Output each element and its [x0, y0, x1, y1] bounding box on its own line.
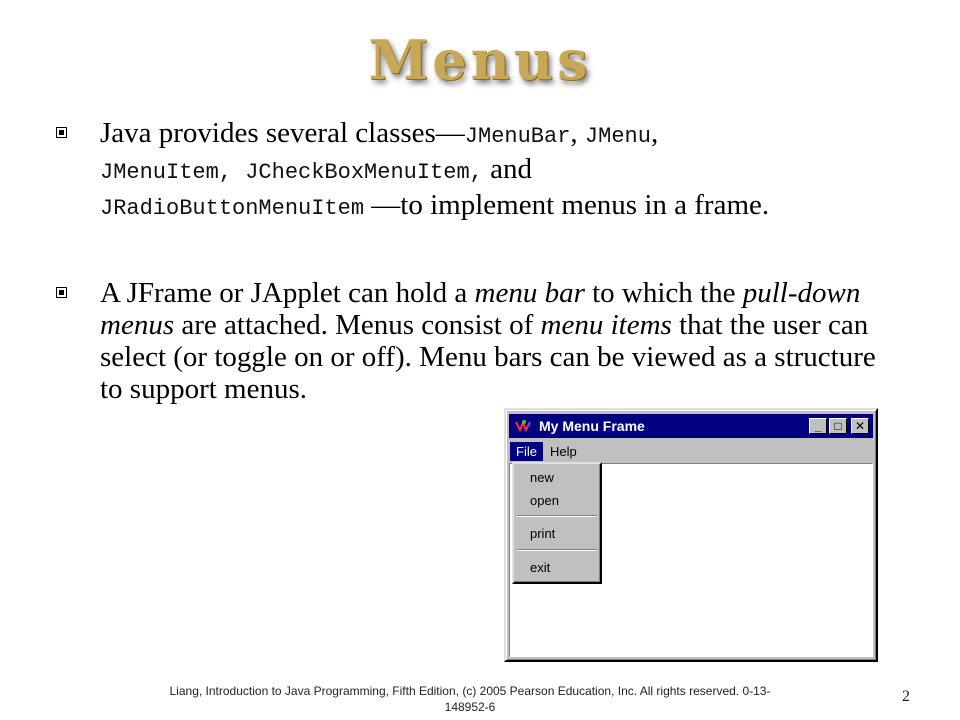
- term-menu-bar: menu bar: [474, 277, 585, 309]
- close-button[interactable]: [851, 418, 869, 434]
- page-number: 2: [902, 688, 910, 705]
- code-jmenubar: JMenuBar: [464, 124, 571, 149]
- window-title: My Menu Frame: [539, 418, 645, 434]
- menu-item-print[interactable]: print: [530, 526, 556, 541]
- menu-item-open[interactable]: open: [530, 493, 559, 508]
- term-pull-down-menus: pull-down menus: [100, 277, 861, 341]
- maximize-button[interactable]: [829, 418, 847, 434]
- menu-help[interactable]: Help: [549, 443, 577, 459]
- bullet-java-classes: [100, 117, 890, 225]
- menu-separator: [517, 549, 597, 551]
- menubar: [509, 440, 873, 462]
- bullet2-text-4: that the user can select (or toggle on or off). Menu bars can be viewed as a structure to support menus.: [100, 309, 876, 405]
- bullet2-text-3: are attached. Menus consist of: [174, 309, 541, 341]
- maximize-icon: □: [834, 419, 842, 433]
- bullet-menu-bar: [100, 277, 890, 405]
- square-bullet-icon: [56, 127, 67, 138]
- menu-item-exit[interactable]: exit: [530, 560, 551, 575]
- square-bullet-icon: [56, 287, 67, 298]
- minimize-button[interactable]: [809, 418, 827, 434]
- code-jmenu: JMenu: [584, 124, 651, 149]
- term-menu-items: menu items: [540, 309, 672, 341]
- menu-item-new[interactable]: new: [530, 470, 554, 485]
- bullet1-text-3: ,: [650, 117, 659, 149]
- minimize-icon: _: [814, 419, 822, 433]
- slide-title: Menus: [368, 28, 592, 92]
- menu-file[interactable]: File: [510, 442, 543, 461]
- file-dropdown-menu: [512, 462, 602, 584]
- java-app-icon: [515, 419, 533, 433]
- window-titlebar[interactable]: [509, 414, 873, 438]
- bullet1-text-1: Java provides several classes—: [100, 117, 465, 149]
- code-jradiobuttonmenuitem: JRadioButtonMenuItem: [100, 196, 365, 221]
- bullet2-text-2: to which the: [584, 277, 743, 309]
- bullet2-text-1: A JFrame or JApplet can hold a: [100, 277, 475, 309]
- code-jmenuitem-jcheckbox: JMenuItem, JCheckBoxMenuItem,: [100, 160, 483, 185]
- my-menu-frame-window: [504, 408, 878, 662]
- close-icon: ✕: [854, 419, 866, 433]
- bullet1-text-5: —to implement menus in a frame.: [364, 189, 770, 221]
- menu-separator: [517, 515, 597, 517]
- bullet1-text-2: ,: [570, 117, 585, 149]
- slide-footer: Liang, Introduction to Java Programming, Fifth Edition, (c) 2005 Pearson Education, Inc. All rights reserved. 0-13-148952-6: [169, 684, 771, 714]
- bullet1-text-4: and: [482, 153, 532, 185]
